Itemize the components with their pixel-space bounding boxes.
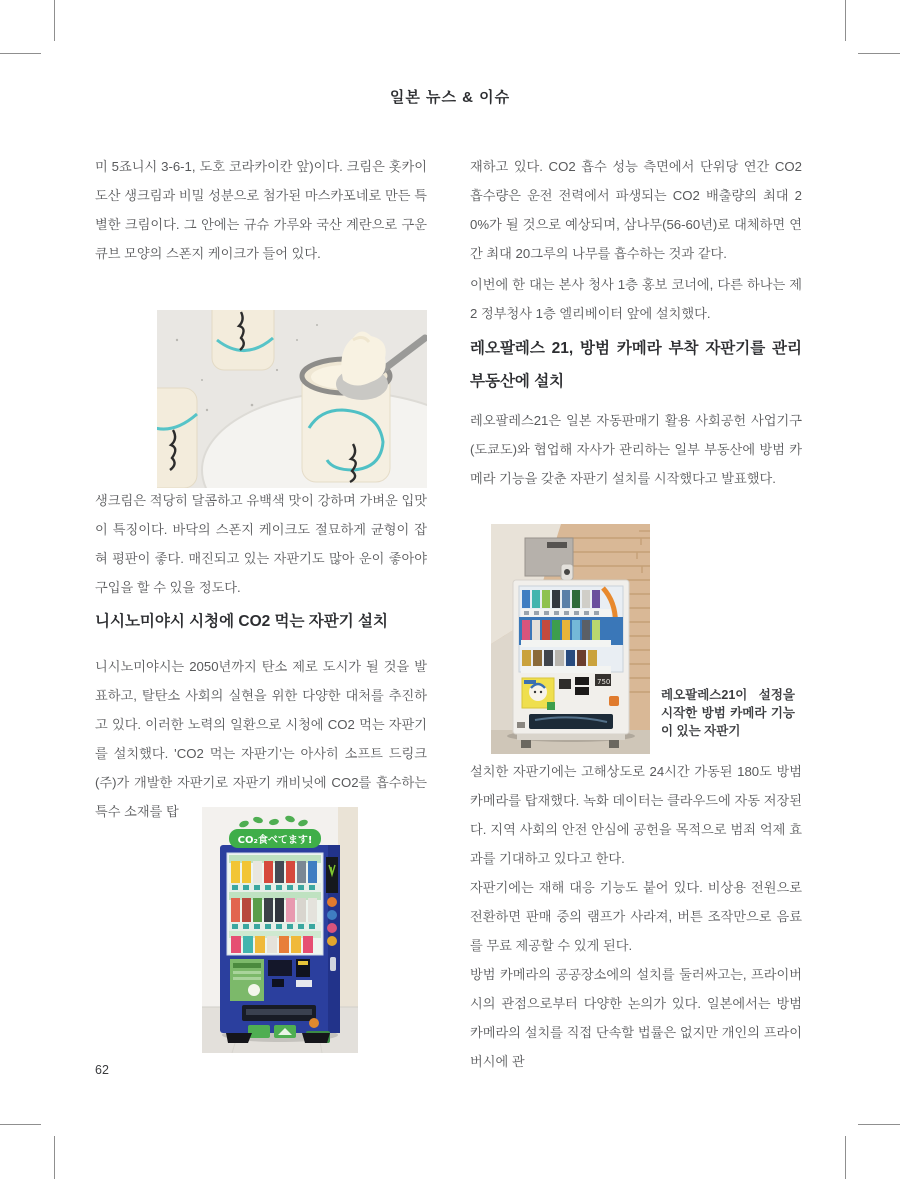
cropmark-top-right-h	[858, 53, 900, 54]
co2-sign	[229, 829, 321, 848]
security-vending-machine-photo	[491, 524, 650, 754]
svg-text:750: 750	[597, 678, 611, 686]
cropmark-bottom-left-h	[0, 1124, 41, 1125]
right-para-5: 자판기에는 재해 대응 기능도 붙어 있다. 비상용 전원으로 전환하면 판매 중의 램프가 사라져, 버튼 조작만으로 음료를 무료 제공할 수 있게 된다.	[470, 880, 802, 953]
right-para-1: 재하고 있다. CO2 흡수 성능 측면에서 단위당 연간 CO2 흡수량은 운전 전력에서 파생되는 CO2 배출량의 최대 20%가 될 것으로 예상되며, 삼나무(56-60년)로 대체하면 연간 최대 20그루의 나무를 흡수하는 것과 같다.	[470, 159, 802, 261]
cropmark-bottom-left-v	[54, 1136, 55, 1179]
left-para-3: 니시노미야시는 2050년까지 탄소 제로 도시가 될 것을 발표하고, 탈탄소 사회의 실현을 위한 다양한 대처를 추진하고 있다. 이러한 노력의 일환으로 시청에 CO2 먹는 자판기를 설치했다. 'CO2 먹는 자판기'는 아사히 소프트 드링크(주)가 개발한 자판기로 자판기 캐비닛에 CO2를 흡수하는 특수 소재를 탑	[95, 659, 427, 819]
cropmark-top-left-h	[0, 53, 41, 54]
co2-sign-text: CO₂食べてます!	[237, 835, 313, 846]
left-para-2: 생크림은 적당히 달콤하고 유백색 맛이 강하며 가벼운 입맛이 특징이다. 바닥의 스폰지 케이크도 절묘하게 균형이 잡혀 평판이 좋다. 매진되고 있는 자판기도 많아 운이 좋아야 구입을 할 수 있을 정도다.	[95, 493, 427, 595]
security-camera	[561, 564, 573, 580]
jar-left	[157, 388, 197, 488]
handle	[330, 957, 336, 971]
right-para-3: 레오팔레스21은 일본 자동판매기 활용 사회공헌 사업기구(도쿄도)와 협업해 자사가 관리하는 일부 부동산에 방범 카메라 기능을 갖춘 자판기 설치를 시작했다고 발표했다.	[470, 413, 802, 486]
co2-machine-body	[220, 815, 340, 1043]
co2-vending-machine-photo	[202, 807, 358, 1053]
security-machine-body	[513, 580, 629, 748]
drink-row-3	[231, 936, 313, 953]
drink-row-3	[522, 650, 597, 666]
left-para-1: 미 5죠니시 3-6-1, 도호 코라카이칸 앞)이다. 크림은 홋카이도산 생크림과 비밀 성분으로 첨가된 마스카포네로 만든 특별한 크림이다. 그 안에는 규슈 가루와 국산 계란으로 구운 큐브 모양의 스폰지 케이크가 들어 있다.	[95, 159, 427, 261]
cropmark-bottom-right-h	[858, 1124, 900, 1125]
right-para-6: 방범 카메라의 공공장소에의 설치를 둘러싸고는, 프라이버시의 관점으로부터 다양한 논의가 있다. 일본에서는 방범 카메라의 설치를 직접 단속할 법률은 없지만 개인의 프라이버시에 관	[470, 967, 802, 1069]
cropmark-top-right-v	[845, 0, 846, 41]
eco-poster	[230, 959, 264, 1001]
right-heading-leopalace: 레오팔레스 21, 방범 카메라 부착 자판기를 관리 부동산에 설치	[470, 340, 802, 390]
section-header: 일본 뉴스 & 이슈	[389, 89, 511, 106]
cropmark-bottom-right-v	[845, 1136, 846, 1179]
right-para-4: 설치한 자판기에는 고해상도로 24시간 가동된 180도 방범 카메라를 탑재했다. 녹화 데이터는 클라우드에 자동 저장된다. 지역 사회의 안전 안심에 공헌을 목적으로 범죄 억제 효과를 기대하고 있다고 한다.	[470, 764, 802, 866]
cream-jars-photo	[157, 310, 427, 488]
jar-back	[212, 310, 274, 370]
right-para-2: 이번에 한 대는 본사 청사 1층 홍보 코너에, 다른 하나는 제2 정부청사 1층 엘리베이터 앞에 설치했다.	[470, 277, 802, 321]
left-heading-co2-machine: 니시노미야시 시청에 CO2 먹는 자판기 설치	[95, 613, 388, 630]
cropmark-top-left-v	[54, 0, 55, 41]
photo-caption: 레오팔레스21이 설정을 시작한 방범 카메라 기능이 있는 자판기	[661, 688, 795, 738]
page-number: 62	[95, 1063, 109, 1077]
